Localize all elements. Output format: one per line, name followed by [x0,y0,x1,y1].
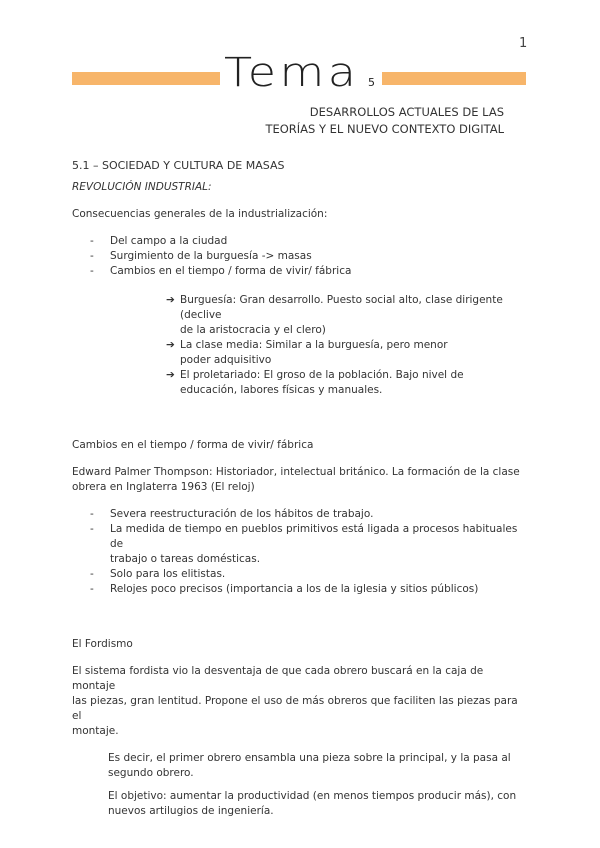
indented-paragraph: El objetivo: aumentar la productividad (en menos tiempos producir más), con nuevos artilugios de ingeniería. [108,790,517,817]
header-accent-bar-right [382,72,526,85]
list-item: - Relojes poco precisos (importancia a los de la iglesia y sitios públicos) [90,582,528,597]
section-title: 5.1 – SOCIEDAD Y CULTURA DE MASAS [72,159,285,172]
list-item: - Surgimiento de la burguesía -> masas [90,249,528,264]
social-classes-list [72,293,528,398]
subtitle-line: DESARROLLOS ACTUALES DE LAS [309,105,504,119]
intro-paragraph: Consecuencias generales de la industrialización: [72,208,328,220]
document-body [72,158,528,819]
section-heading: Cambios en el tiempo / forma de vivir/ fábrica [72,439,314,451]
consequences-list [72,234,528,279]
arrow-right-icon: ➔ [166,369,175,381]
paragraph: Edward Palmer Thompson: Historiador, intelectual británico. La formación de la clase obrera en Inglaterra 1963 (El reloj) [72,466,520,493]
arrow-right-icon: ➔ [166,294,175,306]
list-item: ➔ La clase media: Similar a la burguesía, pero menor poder adquisitivo [166,339,448,366]
thompson-points-list [72,507,528,597]
arrow-right-icon: ➔ [166,339,175,351]
list-item: - Cambios en el tiempo / forma de vivir/ fábrica [90,264,528,279]
list-item: ➔ Burguesía: Gran desarrollo. Puesto social alto, clase dirigente (declive de la aristocracia y el clero) [166,294,503,336]
indented-paragraph: Es decir, el primer obrero ensambla una pieza sobre la principal, y la pasa al segundo obrero. [108,752,511,779]
page-number: 1 [519,36,528,51]
list-item: - La medida de tiempo en pueblos primitivos está ligada a procesos habituales de trabajo o tareas domésticas. [90,522,528,567]
list-item: - Del campo a la ciudad [90,234,528,249]
subtitle-line: TEORÍAS Y EL NUEVO CONTEXTO DIGITAL [265,122,504,136]
document-subtitle [240,104,504,138]
header-accent-bar-left [72,72,220,85]
section-heading: El Fordismo [72,638,133,650]
tema-number: 5 [368,76,375,89]
section-subheading: REVOLUCIÓN INDUSTRIAL: [72,181,212,193]
tema-title: Tema [224,50,360,96]
list-item: - Solo para los elitistas. [90,567,528,582]
list-item: ➔ El proletariado: El groso de la población. Bajo nivel de educación, labores físicas y manuales. [166,369,464,396]
list-item: - Severa reestructuración de los hábitos de trabajo. [90,507,528,522]
paragraph: El sistema fordista vio la desventaja de que cada obrero buscará en la caja de montaje las piezas, gran lentitud. Propone el uso de más obreros que faciliten las piezas para el montaje. [72,665,518,737]
